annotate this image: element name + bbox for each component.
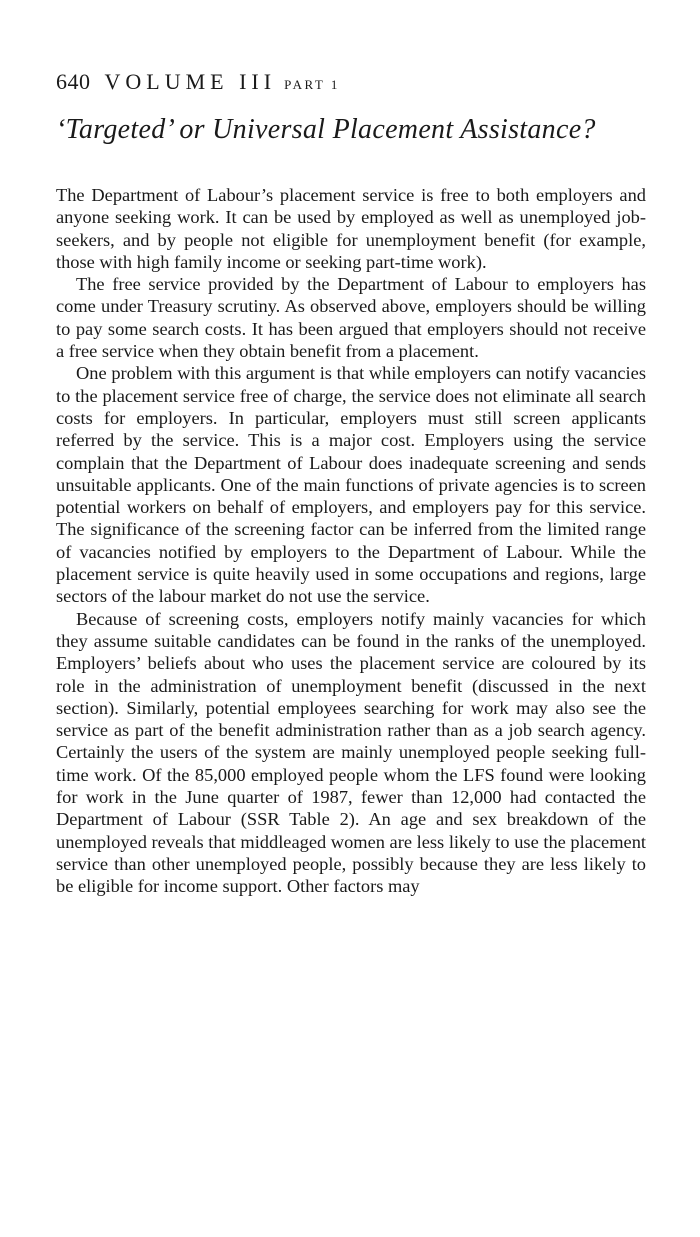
paragraph: The Department of Labour’s placement service is free to both employers and anyone seeking work. It can be used by employed as well as unemployed job-seekers, and by people not eligible for unemployment benefit (for example, those with high family income or seeking part-time work). bbox=[56, 185, 646, 272]
body-text bbox=[56, 184, 646, 898]
section-title: ‘Targeted’ or Universal Placement Assistance? bbox=[56, 114, 596, 145]
paragraph: The free service provided by the Department of Labour to employers has come under Treasury scrutiny. As observed above, employers should be willing to pay some search costs. It has been argued that employers should not receive a free service when they obtain benefit from a placement. bbox=[56, 274, 646, 362]
running-head bbox=[56, 68, 340, 99]
volume-label: VOLUME III bbox=[104, 69, 277, 94]
part-label: PART 1 bbox=[284, 77, 340, 92]
paragraph: Because of screening costs, employers notify mainly vacancies for which they assume suitable candidates can be found in the ranks of the unemployed. Employers’ beliefs about who uses the placement service are coloured by its role in the administration of unemployment benefit (discussed in the next section). Similarly, potential employees searching for work may also see the service as part of the benefit administration rather than as a job search agency. Certainly the users of the system are mainly unemployed people seeking full-time work. Of the 85,000 employed people whom the LFS found were looking for work in the June quarter of 1987, fewer than 12,000 had contacted the Department of Labour (SSR Table 2). An age and sex breakdown of the unemployed reveals that middleaged women are less likely to use the placement service than other unemployed people, possibly because they are less likely to be eligible for income support. Other factors may bbox=[56, 608, 646, 897]
page-number: 640 bbox=[56, 69, 91, 94]
paragraph: One problem with this argument is that while employers can notify vacancies to the placement service free of charge, the service does not eliminate all search costs for employers. In particular, employers must still screen applicants referred by the service. This is a major cost. Employers using the service complain that the Department of Labour does inadequate screening and sends unsuitable applicants. One of the main functions of private agencies is to screen potential workers on behalf of employers, and employers pay for this service. The significance of the screening factor can be inferred from the limited range of vacancies notified by employers to the Department of Labour. While the placement service is quite heavily used in some occupations and regions, large sectors of the labour market do not use the service. bbox=[56, 363, 646, 607]
